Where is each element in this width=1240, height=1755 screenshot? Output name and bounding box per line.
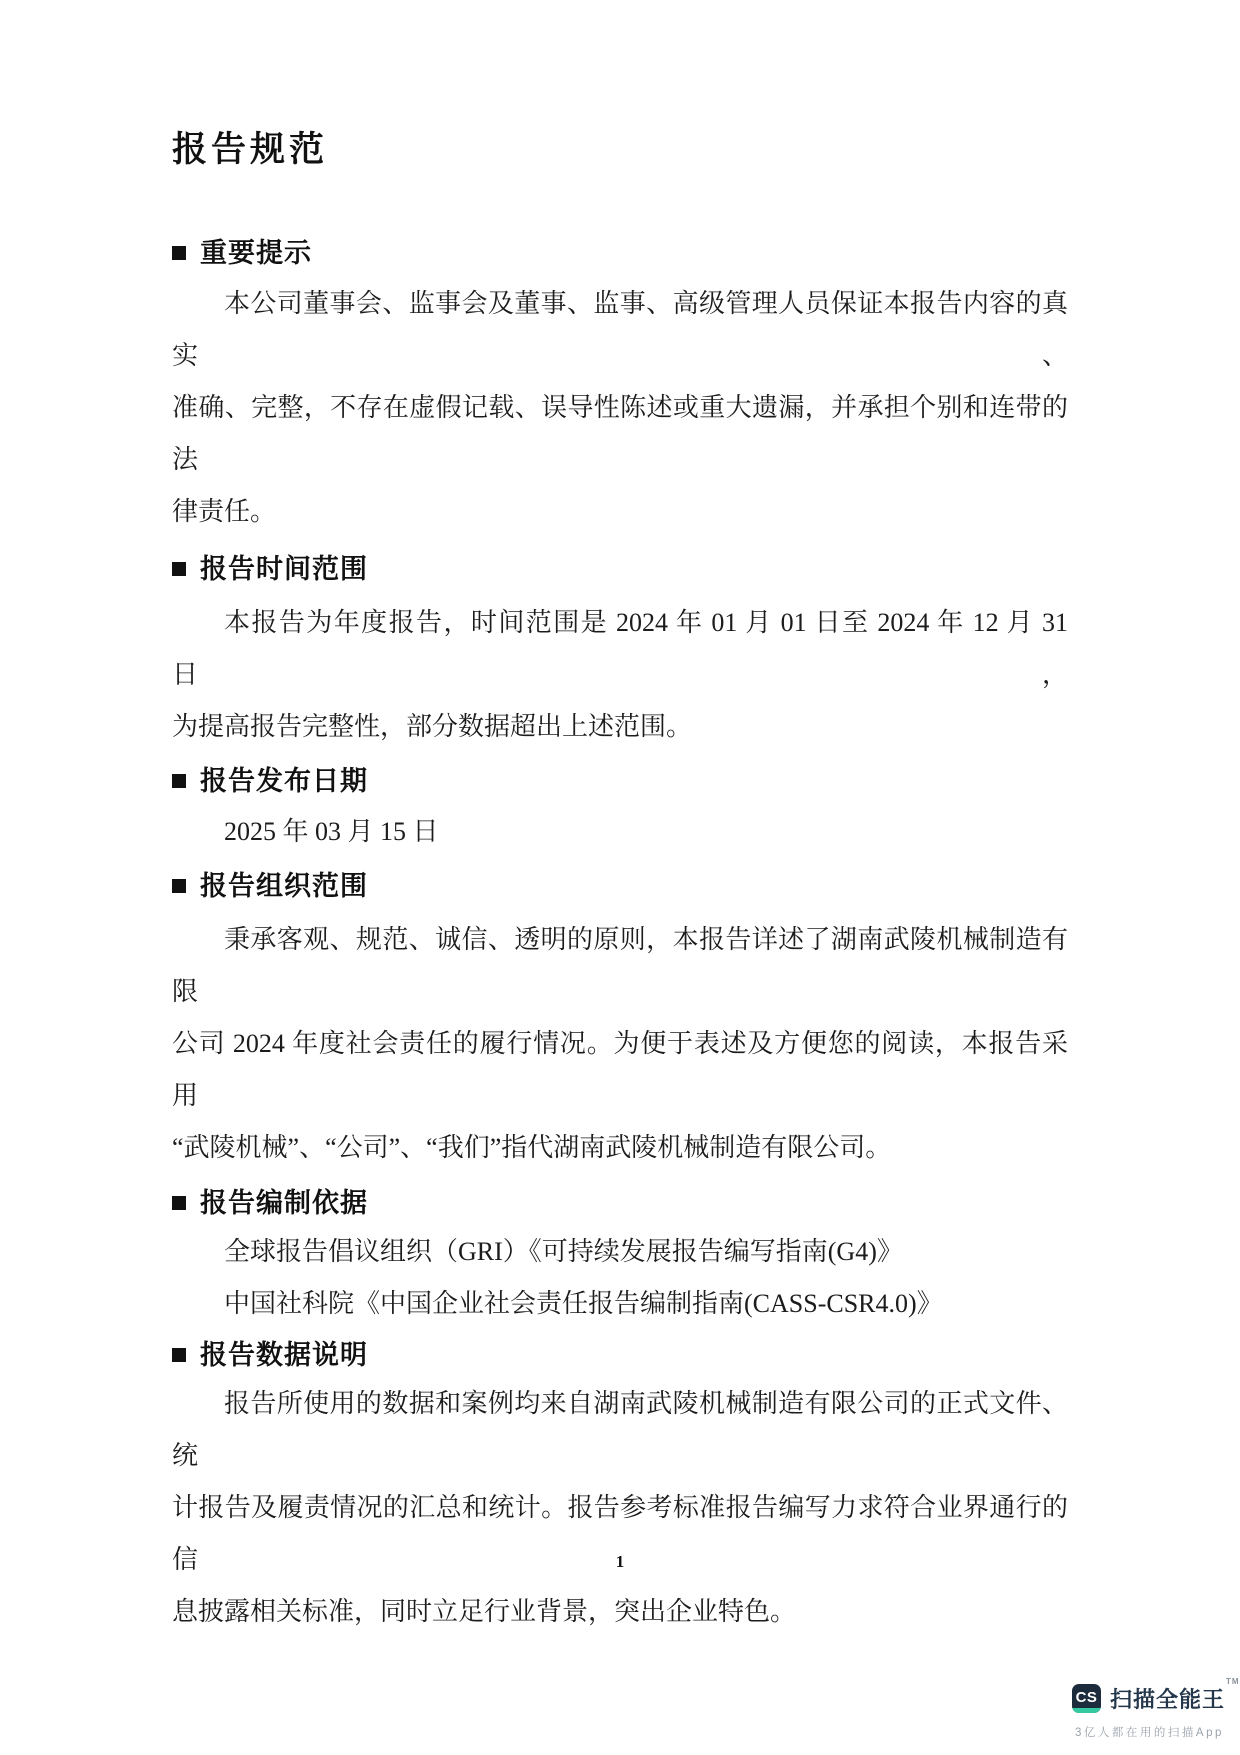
square-bullet-icon (172, 246, 186, 260)
section-heading-important-notice (172, 235, 1068, 271)
section-heading-organization-scope (172, 868, 1068, 904)
paragraph-line: 报告所使用的数据和案例均来自湖南武陵机械制造有限公司的正式文件、统 (172, 1389, 1068, 1470)
watermark-tagline: 3亿人都在用的扫描App (1075, 1727, 1224, 1739)
section-heading-label: 报告发布日期 (200, 766, 368, 796)
paragraph-important-notice (172, 278, 1068, 538)
paragraph-data-description (172, 1378, 1068, 1638)
page-title: 报告规范 (172, 130, 329, 169)
section-heading-report-period (172, 551, 1068, 587)
paragraph-line: “武陵机械”、“公司”、“我们”指代湖南武陵机械制造有限公司。 (172, 1133, 892, 1162)
square-bullet-icon (172, 1348, 186, 1362)
paragraph-line: 为提高报告完整性，部分数据超出上述范围。 (172, 712, 693, 741)
section-heading-label: 重要提示 (200, 238, 312, 268)
paragraph-report-period (172, 597, 1068, 753)
release-date-value: 2025 年 03 月 15 日 (224, 817, 439, 846)
section-heading-label: 报告编制依据 (200, 1188, 368, 1218)
paragraph-compilation-basis (172, 1226, 1068, 1330)
section-heading-data-description (172, 1337, 1068, 1373)
camscanner-logo-icon (1072, 1684, 1101, 1713)
paragraph-release-date (172, 806, 1068, 858)
camscanner-logo-accent-bar (1072, 1708, 1101, 1713)
reference-standard-line: 中国社科院《中国企业社会责任报告编制指南(CASS-CSR4.0)》 (224, 1289, 943, 1318)
watermark-app-name-text: 扫描全能王 (1110, 1687, 1226, 1712)
page-number: 1 (615, 1552, 625, 1571)
section-heading-label: 报告组织范围 (200, 871, 368, 901)
paragraph-line: 本公司董事会、监事会及董事、监事、高级管理人员保证本报告内容的真实、 (172, 289, 1068, 370)
camscanner-logo-letters: CS (1075, 1688, 1098, 1706)
square-bullet-icon (172, 774, 186, 788)
square-bullet-icon (172, 879, 186, 893)
watermark-logo-row (1072, 1677, 1240, 1714)
paragraph-line: 律责任。 (172, 497, 277, 526)
square-bullet-icon (172, 1196, 186, 1210)
paragraph-line: 本报告为年度报告，时间范围是 2024 年 01 月 01 日至 2024 年 12 月 31 日， (172, 608, 1068, 689)
paragraph-line: 秉承客观、规范、诚信、透明的原则，本报告详述了湖南武陵机械制造有限 (172, 925, 1068, 1006)
paragraph-line: 计报告及履责情况的汇总和统计。报告参考标准报告编写力求符合业界通行的信 (172, 1493, 1068, 1574)
section-heading-compilation-basis (172, 1185, 1068, 1221)
section-heading-label: 报告数据说明 (200, 1340, 368, 1370)
paragraph-organization-scope (172, 914, 1068, 1174)
paragraph-line: 息披露相关标准，同时立足行业背景，突出企业特色。 (172, 1597, 797, 1626)
section-heading-release-date (172, 763, 1068, 799)
reference-standard-line: 全球报告倡议组织（GRI）《可持续发展报告编写指南(G4)》 (224, 1237, 903, 1266)
trademark-symbol: TM (1226, 1677, 1240, 1686)
camscanner-watermark (1072, 1677, 1240, 1740)
paragraph-line: 准确、完整，不存在虚假记载、误导性陈述或重大遗漏，并承担个别和连带的法 (172, 393, 1068, 474)
paragraph-line: 公司 2024 年度社会责任的履行情况。为便于表述及方便您的阅读，本报告采用 (172, 1029, 1068, 1110)
square-bullet-icon (172, 562, 186, 576)
section-heading-label: 报告时间范围 (200, 554, 368, 584)
watermark-app-name (1110, 1677, 1240, 1714)
